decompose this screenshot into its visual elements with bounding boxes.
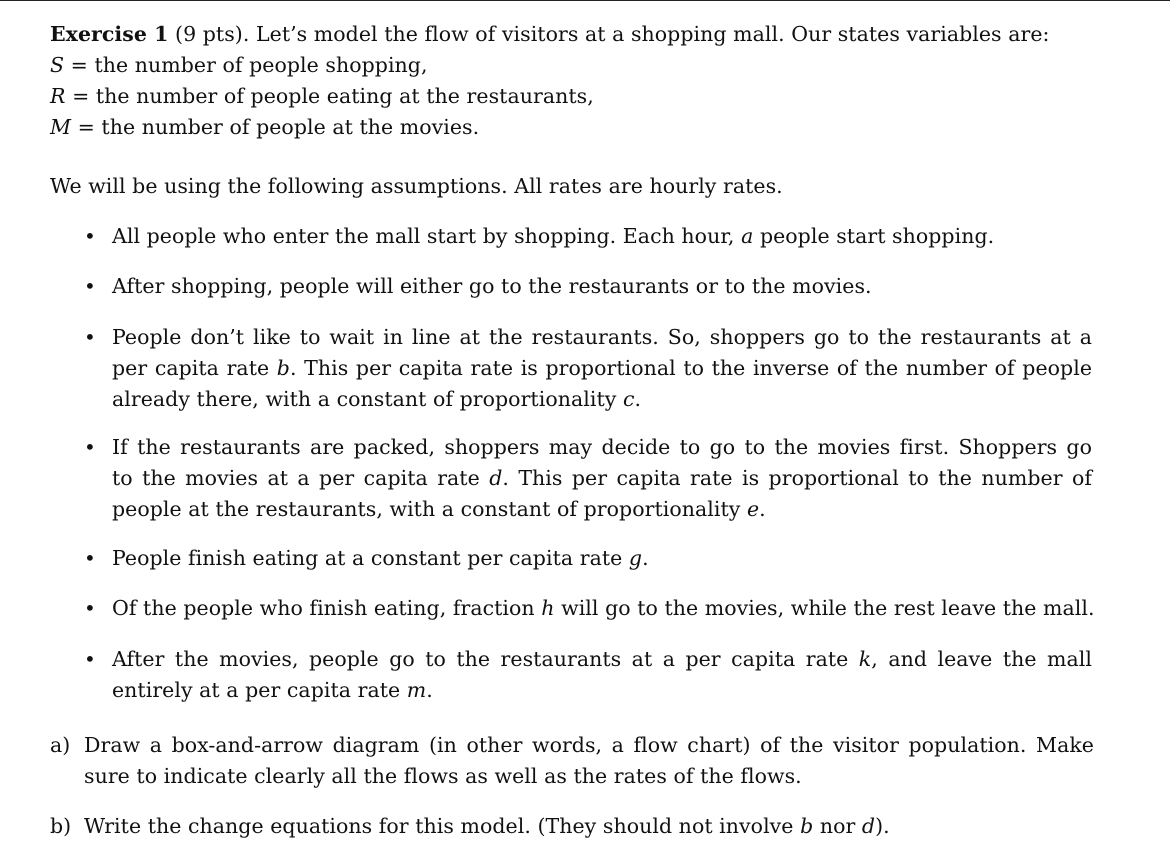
assumption-6 — [112, 593, 1095, 624]
variable-symbol: S — [50, 53, 65, 77]
part-b-mid: nor — [819, 814, 856, 838]
exercise-title: Exercise 1 — [50, 22, 169, 46]
bullet-marker: • — [84, 546, 96, 570]
assumption-5 — [112, 543, 649, 574]
part-b-pre: Write the change equations for this model. (They should not involve — [84, 814, 794, 838]
part-a-line-1: Draw a box-and-arrow diagram (in other words, a flow chart) of the visitor population. Make — [84, 733, 1094, 757]
math-var: a — [741, 224, 754, 248]
part-b-text — [84, 811, 890, 842]
bullet-marker: • — [84, 325, 96, 349]
math-var: e — [746, 497, 760, 521]
assumption-text: people start shopping. — [759, 224, 995, 248]
math-var: d — [489, 466, 503, 490]
bullet-marker: • — [84, 596, 96, 620]
assumption-text: People finish eating at a constant per capita rate — [112, 546, 623, 570]
assumption-3-line-1: People don’t like to wait in line at the restaurants. So, shoppers go to the restaurants at a — [112, 325, 1092, 349]
variable-symbol: M — [50, 115, 72, 139]
assumption-text: . — [426, 678, 433, 702]
assumption-3-line-3 — [112, 384, 641, 415]
assumption-4-line-2 — [112, 463, 1092, 494]
assumption-7-line-1 — [112, 644, 1092, 675]
math-var: b — [800, 814, 814, 838]
assumption-text: will go to the movies, while the rest leave the mall. — [561, 596, 1095, 620]
assumption-text: per capita rate — [112, 356, 270, 380]
variable-description: = the number of people at the movies. — [77, 115, 480, 139]
bullet-marker: • — [84, 274, 96, 298]
math-var: b — [276, 356, 290, 380]
part-a-line-2: sure to indicate clearly all the flows as well as the rates of the flows. — [84, 764, 802, 788]
exercise-header — [50, 19, 1049, 50]
assumption-text: . — [642, 546, 649, 570]
assumption-3-line-2 — [112, 353, 1092, 384]
assumption-text: , and leave the mall — [871, 647, 1092, 671]
assumption-text: people at the restaurants, with a constant of proportionality — [112, 497, 741, 521]
math-var: d — [861, 814, 876, 838]
part-b-label: b) — [50, 814, 72, 838]
assumption-text: All people who enter the mall start by shopping. Each hour, — [112, 224, 735, 248]
assumption-text: . — [634, 387, 642, 411]
math-var: g — [628, 546, 643, 570]
assumption-text: . This per capita rate is proportional to the number of — [502, 466, 1092, 490]
assumption-text: After the movies, people go to the restaurants at a per capita rate — [112, 647, 849, 671]
exercise-points: (9 pts). — [175, 22, 250, 46]
bullet-marker: • — [84, 224, 96, 248]
variable-m — [50, 112, 479, 143]
assumption-text: to the movies at a per capita rate — [112, 466, 480, 490]
variable-s — [50, 50, 428, 81]
variable-description: = the number of people shopping, — [70, 53, 428, 77]
assumption-text: . This per capita rate is proportional to the inverse of the number of people — [289, 356, 1093, 380]
bullet-marker: • — [84, 647, 96, 671]
math-var: c — [622, 387, 635, 411]
assumption-7-line-2 — [112, 675, 433, 706]
assumption-text: Of the people who finish eating, fraction — [112, 596, 535, 620]
assumption-4-line-1: If the restaurants are packed, shoppers may decide to go to the movies first. Shoppers go — [112, 435, 1092, 459]
assumption-4-line-3 — [112, 494, 766, 525]
math-var: m — [406, 678, 427, 702]
math-var: k — [858, 647, 872, 671]
assumption-2: After shopping, people will either go to the restaurants or to the movies. — [112, 274, 872, 298]
variable-description: = the number of people eating at the restaurants, — [72, 84, 594, 108]
assumption-text: already there, with a constant of proportionality — [112, 387, 617, 411]
part-b-post: ). — [875, 814, 890, 838]
assumption-1 — [112, 221, 994, 252]
assumption-text: . — [759, 497, 766, 521]
variable-symbol: R — [50, 84, 66, 108]
exercise-intro: Let’s model the flow of visitors at a shopping mall. Our states variables are: — [255, 22, 1050, 46]
part-a-label: a) — [50, 733, 71, 757]
assumption-text: entirely at a per capita rate — [112, 678, 401, 702]
variable-r — [50, 81, 594, 112]
math-var: h — [541, 596, 555, 620]
assumptions-intro: We will be using the following assumptions. All rates are hourly rates. — [50, 174, 783, 198]
bullet-marker: • — [84, 435, 96, 459]
